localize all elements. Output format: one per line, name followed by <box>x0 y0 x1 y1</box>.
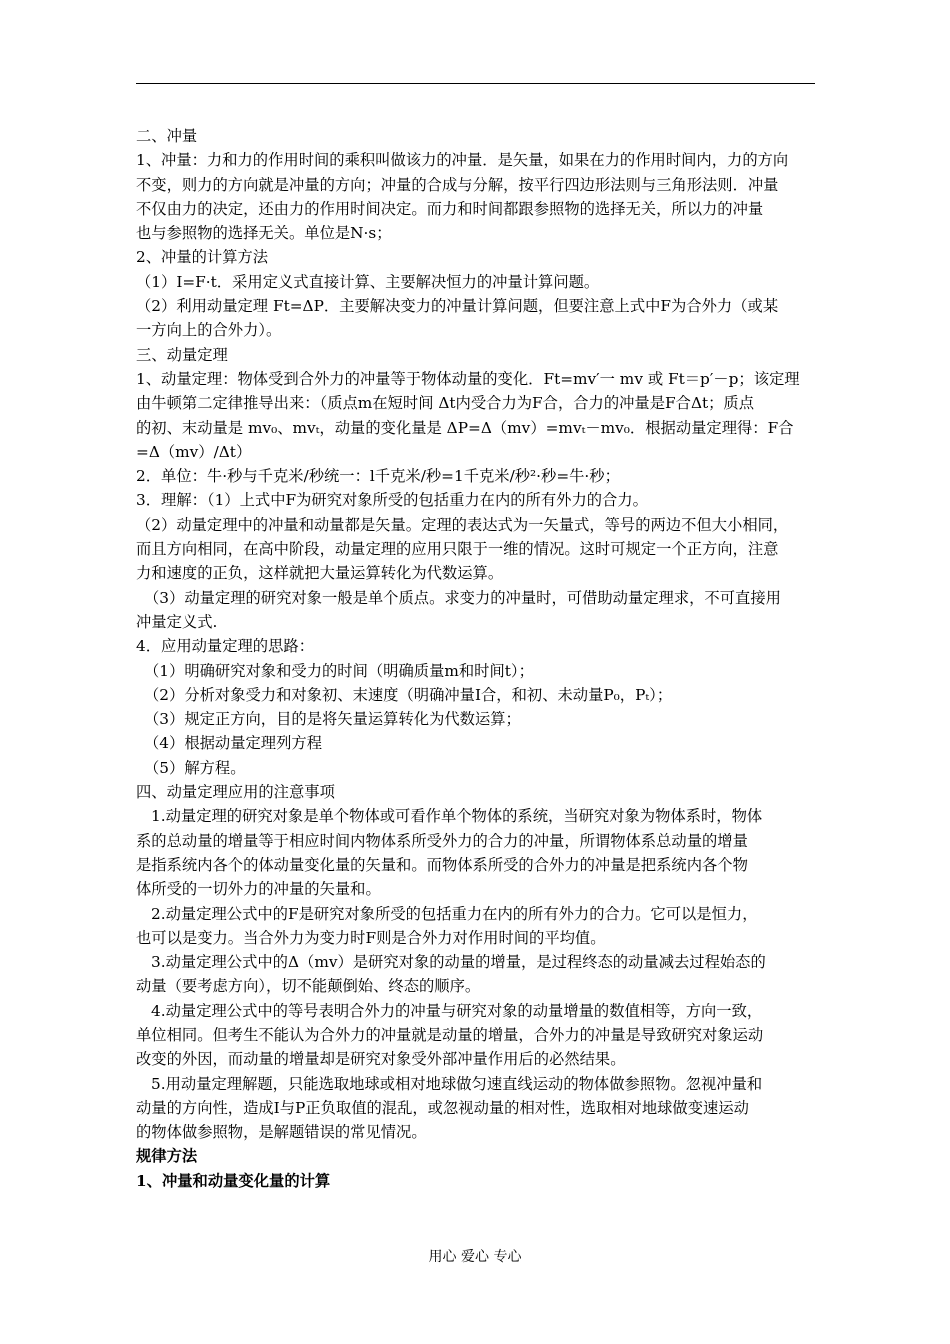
subsection-heading-bold: 1、冲量和动量变化量的计算 <box>136 1171 331 1190</box>
section-heading: 二、冲量 <box>136 127 198 145</box>
text-line: =Δ（mv）/Δt） <box>136 442 252 461</box>
text-line: 一方向上的合外力）。 <box>136 321 282 340</box>
text-line: 而且方向相同，在高中阶段，动量定理的应用只限于一维的情况。这时可规定一个正方向，注意 <box>136 540 779 559</box>
text-line: 5.用动量定理解题，只能选取地球或相对地球做匀速直线运动的物体做参照物。忽视冲量和 <box>151 1074 763 1093</box>
text-line: （2）利用动量定理 Ft=ΔP．主要解决变力的冲量计算问题，但要注意上式中F为合外力（或某 <box>136 297 779 316</box>
text-line: 由牛顿第二定律推导出来：（质点m在短时间 Δt内受合力为F合，合力的冲量是F合Δt；质点 <box>136 394 755 413</box>
header-rule <box>136 83 815 84</box>
text-line: 2．单位：牛·秒与千克米/秒统一：l千克米/秒=1千克米/秒²·秒=牛·秒； <box>136 467 620 486</box>
text-line: 1、动量定理：物体受到合外力的冲量等于物体动量的变化．Ft=mv′一 mv 或 Ft＝p′－p；该定理 <box>136 369 800 388</box>
text-line: （5）解方程。 <box>144 758 246 777</box>
text-line: （2）动量定理中的冲量和动量都是矢量。定理的表达式为一矢量式，等号的两边不但大小相同， <box>136 515 789 534</box>
text-line: 也可以是变力。当合外力为变力时F则是合外力对作用时间的平均值。 <box>136 928 606 947</box>
text-line: 是指系统内各个的体动量变化量的矢量和。而物体系所受的合外力的冲量是把系统内各个物 <box>136 855 748 874</box>
text-line: 动量（要考虑方向），切不能颠倒始、终态的顺序。 <box>136 977 481 996</box>
text-line: 3．理解：（1）上式中F为研究对象所受的包括重力在内的所有外力的合力。 <box>136 491 648 510</box>
text-line: （1）I=F·t．采用定义式直接计算、主要解决恒力的冲量计算问题。 <box>136 272 600 291</box>
text-line: 3.动量定理公式中的Δ（mv）是研究对象的动量的增量，是过程终态的动量减去过程始态的 <box>151 953 766 972</box>
text-line: （2）分析对象受力和对象初、末速度（明确冲量I合，和初、未动量P₀，Pₜ）； <box>144 685 673 704</box>
text-line: （1）明确研究对象和受力的时间（明确质量m和时间t）； <box>144 661 534 680</box>
text-line: 也与参照物的选择无关。单位是N·s； <box>136 224 392 243</box>
text-line: 1、冲量：力和力的作用时间的乘积叫做该力的冲量．是矢量，如果在力的作用时间内，力的方向 <box>136 151 789 170</box>
text-line: 2、冲量的计算方法 <box>136 248 269 267</box>
text-line: （3）规定正方向，目的是将矢量运算转化为代数运算； <box>144 710 521 729</box>
text-line: 单位相同。但考生不能认为合外力的冲量就是动量的增量，合外力的冲量是导致研究对象运动 <box>136 1025 764 1044</box>
text-line: 1.动量定理的研究对象是单个物体或可看作单个物体的系统，当研究对象为物体系时，物体 <box>151 807 763 826</box>
text-line: 力和速度的正负，这样就把大量运算转化为代数运算。 <box>136 564 504 583</box>
text-line: 的物体做参照物，是解题错误的常见情况。 <box>136 1123 427 1142</box>
text-line: 系的总动量的增量等于相应时间内物体系所受外力的合力的冲量，所谓物体系总动量的增量 <box>136 831 748 850</box>
text-line: 的初、末动量是 mv₀、mvₜ，动量的变化量是 ΔP=Δ（mv）=mvₜ－mv₀．根据动量定理得：F合 <box>136 418 794 437</box>
section-heading-bold: 规律方法 <box>136 1147 198 1166</box>
text-line: （3）动量定理的研究对象一般是单个质点。求变力的冲量时，可借助动量定理求，不可直接用 <box>144 588 781 607</box>
text-line: 改变的外因，而动量的增量却是研究对象受外部冲量作用后的必然结果。 <box>136 1050 626 1069</box>
text-line: 体所受的一切外力的冲量的矢量和。 <box>136 880 381 899</box>
page-footer: 用心 爱心 专心 <box>428 1249 522 1265</box>
text-line: 冲量定义式. <box>136 612 218 631</box>
text-line: 不变，则力的方向就是冲量的方向；冲量的合成与分解，按平行四边形法则与三角形法则．冲量 <box>136 175 779 194</box>
text-line: 不仅由力的决定，还由力的作用时间决定。而力和时间都跟参照物的选择无关，所以力的冲量 <box>136 199 764 218</box>
text-line: （4）根据动量定理列方程 <box>144 734 322 753</box>
text-line: 4.动量定理公式中的等号表明合外力的冲量与研究对象的动量增量的数值相等，方向一致， <box>151 1001 763 1020</box>
section-heading: 四、动量定理应用的注意事项 <box>136 783 335 802</box>
text-line: 4．应用动量定理的思路： <box>136 637 314 656</box>
document-body <box>136 124 816 1193</box>
text-line: 2.动量定理公式中的F是研究对象所受的包括重力在内的所有外力的合力。它可以是恒力， <box>151 904 758 923</box>
text-line: 动量的方向性，造成I与P正负取值的混乱，或忽视动量的相对性，选取相对地球做变速运动 <box>136 1098 749 1117</box>
section-heading: 三、动量定理 <box>136 345 228 364</box>
